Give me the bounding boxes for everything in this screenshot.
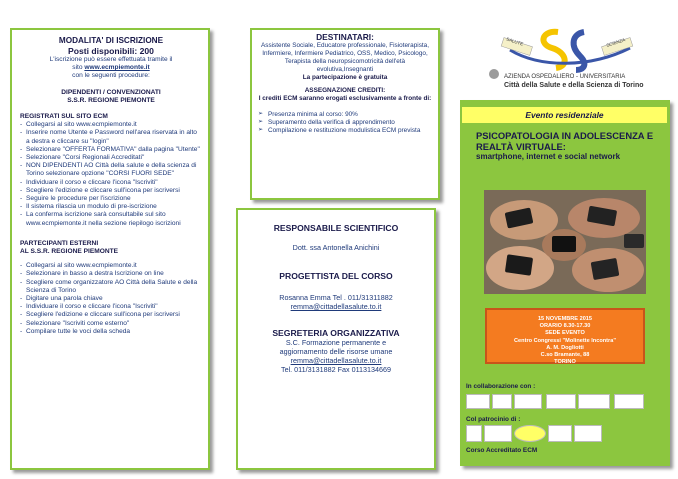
event-title-text: PSICOPATOLOGIA IN ADOLESCENZA E REALTÀ VIRTUALE: [476, 130, 654, 152]
collaboration-label: In collaborazione con : [466, 383, 536, 390]
registered-step-item: - Selezionare "Corsi Regionali Accreditati" [20, 154, 202, 162]
registration-title: MODALITA' DI ISCRIZIONE [58, 36, 164, 45]
ecm-site-link[interactable]: www.ecmpiemonte.it [84, 64, 150, 72]
event-date: 15 NOVEMBRE 2015 [537, 316, 593, 322]
registered-step-item: - Il sistema rilascia un modulo di pre-iscrizione [20, 203, 202, 211]
secretariat-email[interactable]: remma@cittadellasalute.to.it [290, 356, 382, 365]
scientific-lead-title: RESPONSABILE SCIENTIFICO [273, 223, 399, 233]
scientific-lead-name: Dott. ssa Antonella Anichini [292, 243, 380, 252]
partner-logo-1 [466, 394, 490, 409]
registered-step-item: - NON DIPENDENTI AO Città della salute e della scienza di Torino selezionare opzione "CORSI FUORI SEDE" [20, 162, 202, 178]
partner-logo-2 [492, 394, 512, 409]
patron-logo-2 [484, 425, 512, 442]
external-heading-1: PARTECIPANTI ESTERNI [20, 239, 99, 247]
event-title [476, 130, 661, 162]
external-step-item: - Individuare il corso e cliccare l'icona "Iscriviti" [20, 303, 202, 311]
secretariat-line-1: S.C. Formazione permanente e [285, 338, 387, 347]
credits-title: ASSEGNAZIONE CREDITI: [304, 87, 386, 95]
smartphones-photo [484, 190, 646, 294]
free-participation: La partecipazione è gratuita [302, 73, 388, 81]
contacts-panel [236, 208, 436, 470]
designer-title: PROGETTISTA DEL CORSO [279, 271, 393, 281]
seats-available: Posti disponibili: 200 [68, 46, 154, 56]
partner-logo-4 [546, 394, 576, 409]
external-step-item: - Selezionare "Iscriviti come esterno" [20, 320, 202, 328]
venue-line-2: A. M. Dogliotti [546, 344, 584, 351]
registered-step-item: - Seguire le procedure per l'iscrizione [20, 195, 202, 203]
intro-line-3: con le seguenti procedure: [72, 72, 150, 80]
registered-step-item: - Scegliere l'edizione e cliccare sull'icona per iscriversi [20, 187, 202, 195]
org-name-1: AZIENDA OSPEDALIERO - UNIVERSITARIA [504, 74, 626, 80]
ecm-accredited: Corso Accreditato ECM [466, 447, 538, 454]
hands-with-phones-image [484, 190, 646, 294]
external-step-item: - Collegarsi al sito www.ecmpiemonte.it [20, 262, 202, 270]
credit-requirement-item: ➢ Superamento della verifica di apprendimento [258, 119, 432, 127]
recipients-panel [250, 28, 440, 200]
patron-logo-4 [548, 425, 572, 442]
employees-heading-2: S.S.R. REGIONE PIEMONTE [67, 96, 155, 104]
secretariat-phone: Tel. 011/3131882 Fax 0113134669 [280, 365, 392, 374]
hospital-logo [480, 26, 670, 96]
external-step-item: - Selezionare in basso a destra Iscrizione on line [20, 270, 202, 278]
registered-step-item: - Inserire nome Utente e Password nell'area riservata in alto a destra e cliccare su "login" [20, 129, 202, 145]
credit-requirement-item: ➢ Compilazione e restituzione modulistica ECM prevista [258, 127, 432, 135]
employees-heading-1: DIPENDENTI / CONVENZIONATI [61, 88, 161, 96]
event-time: ORARIO 8.30-17.30 [539, 323, 591, 330]
patronage-label: Col patrocinio di : [466, 416, 521, 423]
partner-logo-5 [578, 394, 610, 409]
registered-step-item: - Selezionare "OFFERTA FORMATIVA" dalla pagina "Utente" [20, 146, 202, 154]
external-steps-list [20, 262, 202, 336]
external-step-item: - Scegliere l'edizione e cliccare sull'icona per iscriversi [20, 311, 202, 319]
venue-label: SEDE EVENTO [545, 330, 585, 337]
venue-line-1: Centro Congressi "Molinette Incontra" [514, 337, 616, 344]
registered-step-item: - Individuare il corso e cliccare l'icona "Iscriviti" [20, 179, 202, 187]
patron-logo-3 [514, 425, 546, 442]
intro-line-2: sito www.ecmpiemonte.it [72, 64, 150, 72]
registered-heading: REGISTRATI SUL SITO ECM [20, 113, 108, 121]
logo-ribbon-right: SCIENZA [605, 37, 626, 48]
partner-logo-3 [514, 394, 542, 409]
secretariat-title: SEGRETERIA ORGANIZZATIVA [272, 328, 400, 338]
patron-logo-5 [574, 425, 602, 442]
partner-logo-6 [614, 394, 644, 409]
external-heading-2: AL S.S.R. REGIONE PIEMONTE [20, 248, 119, 256]
patron-logo-1 [466, 425, 482, 442]
designer-email[interactable]: remma@cittadellasalute.to.it [290, 302, 382, 311]
external-step-item: - Scegliere come organizzatore AO Città della Salute e della Scienza di Torino [20, 279, 202, 295]
registered-step-item: - Collegarsi al sito www.ecmpiemonte.it [20, 121, 202, 129]
credit-requirement-item: ➢ Presenza minima al corso: 90% [258, 111, 432, 119]
event-subtitle: smartphone, internet e social network [476, 152, 621, 161]
intro-line-1: L'iscrizione può essere effettuata tramite il [49, 56, 173, 63]
credits-text: I crediti ECM saranno erogati esclusivamente a fronte di: [258, 95, 432, 103]
registered-steps-list [20, 121, 202, 228]
logo-ribbon-left: SALUTE [505, 36, 524, 47]
venue-city: TORINO [554, 359, 576, 366]
venue-line-3: C.so Bramante, 88 [540, 352, 590, 359]
external-step-item: - Compilare tutte le voci della scheda [20, 328, 202, 336]
recipients-title: DESTINATARI: [316, 32, 374, 42]
external-step-item: - Digitare una parola chiave [20, 295, 202, 303]
credits-list [258, 111, 432, 135]
event-type-banner: Evento residenziale [462, 107, 667, 123]
designer-name: Rosanna Emma Tel . 011/31311882 [279, 293, 393, 302]
registration-panel [10, 28, 210, 470]
secretariat-line-2: aggiornamento delle risorse umane [279, 347, 393, 356]
registered-step-item: - La conferma iscrizione sarà consultabile sul sito www.ecmpiemonte.it nella sezione riepilogo iscrizioni [20, 211, 202, 227]
date-venue-box [485, 308, 645, 364]
recipients-text: Assistente Sociale, Educatore professionale, Fisioterapista, Infermiere, Infermiere Pediatrico, OSS, Medico, Psicologo, Terapista della neuropsicomotricità dell'età evolutiva,Insegnanti [260, 41, 430, 73]
org-name-2: Città della Salute e della Scienza di Torino [504, 82, 644, 89]
